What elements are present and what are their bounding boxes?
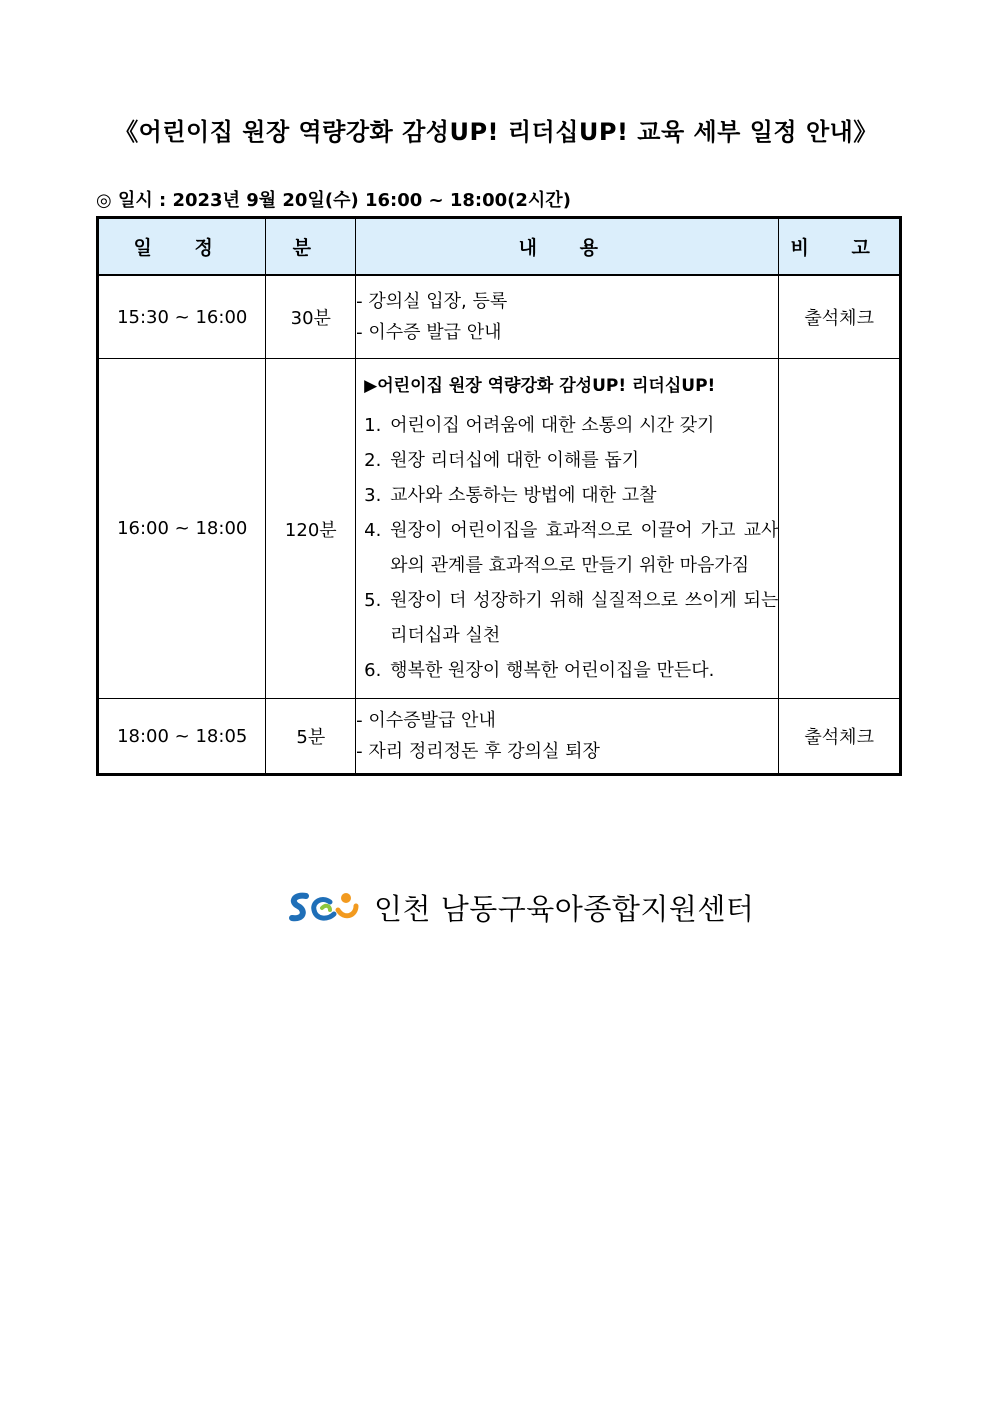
row-note: 출석체크 <box>779 275 901 359</box>
row-time: 15:30 ~ 16:00 <box>98 275 266 359</box>
center-logo-icon <box>286 888 360 928</box>
row-time: 16:00 ~ 18:00 <box>98 359 266 699</box>
schedule-table <box>96 216 902 776</box>
row-content <box>356 275 779 359</box>
table-row <box>98 275 901 359</box>
row-duration: 5분 <box>266 699 356 775</box>
header-time: 일 정 <box>98 218 266 276</box>
table-row <box>98 359 901 699</box>
event-date: ◎ 일시 : 2023년 9월 20일(수) 16:00 ~ 18:00(2시간) <box>96 190 571 211</box>
content-line: - 강의실 입장, 등록 <box>356 291 508 312</box>
list-item: 3. 교사와 소통하는 방법에 대한 고찰 <box>364 485 657 506</box>
table-row <box>98 699 901 775</box>
row-duration: 120분 <box>266 359 356 699</box>
page-title: 《어린이집 원장 역량강화 감성UP! 리더십UP! 교육 세부 일정 안내》 <box>114 118 878 146</box>
list-item: 6. 행복한 원장이 행복한 어린이집을 만든다. <box>364 660 715 681</box>
header-duration: 분 <box>266 218 356 276</box>
header-note: 비 고 <box>779 218 901 276</box>
list-item: 2. 원장 리더십에 대한 이해를 돕기 <box>364 450 640 471</box>
header-content: 내 용 <box>356 218 779 276</box>
row-time: 18:00 ~ 18:05 <box>98 699 266 775</box>
content-line: - 자리 정리정돈 후 강의실 퇴장 <box>356 741 600 762</box>
content-list <box>356 408 778 698</box>
table-header-row <box>98 218 901 276</box>
row-content <box>356 359 779 699</box>
footer <box>286 887 754 928</box>
content-line: - 이수증발급 안내 <box>356 710 496 731</box>
row-content <box>356 699 779 775</box>
list-item: 5. 원장이 더 성장하기 위해 실질적으로 쓰이게 되는 리더십과 실천 <box>364 590 779 646</box>
content-subtitle: ▶어린이집 원장 역량강화 감성UP! 리더십UP! <box>364 376 716 396</box>
row-note: 출석체크 <box>779 699 901 775</box>
list-item: 1. 어린이집 어려움에 대한 소통의 시간 갖기 <box>364 415 715 436</box>
list-item: 4. 원장이 어린이집을 효과적으로 이끌어 가고 교사와의 관계를 효과적으로 만들기 위한 마음가짐 <box>364 520 779 576</box>
row-duration: 30분 <box>266 275 356 359</box>
org-name: 인천 남동구육아종합지원센터 <box>374 892 755 926</box>
content-line: - 이수증 발급 안내 <box>356 322 502 343</box>
row-note <box>779 359 901 699</box>
